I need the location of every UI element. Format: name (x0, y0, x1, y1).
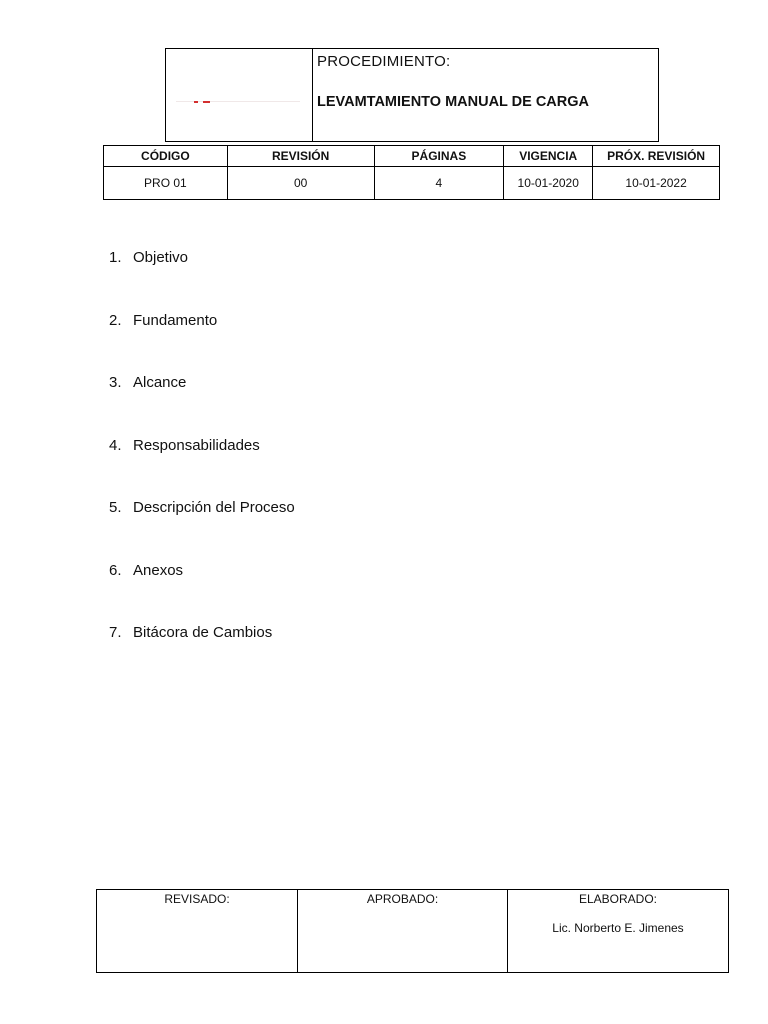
toc-label: Alcance (133, 374, 187, 391)
toc-item (109, 437, 295, 500)
code-value: PRO 01 (104, 167, 228, 200)
toc-number: 4. (109, 436, 122, 454)
toc-item (109, 312, 295, 375)
toc-item (109, 249, 295, 312)
toc-number: 3. (109, 374, 122, 391)
toc-number: 5. (109, 499, 122, 516)
toc-label: Fundamento (133, 311, 218, 329)
toc-number: 7. (109, 624, 122, 641)
toc-label: Descripción del Proceso (133, 499, 295, 516)
validity-header: VIGENCIA (504, 146, 593, 167)
toc-item (109, 499, 295, 562)
next-revision-value: 10-01-2022 (593, 167, 720, 200)
toc-label: Anexos (133, 561, 184, 579)
reviewed-cell (97, 890, 298, 973)
meta-header-row (104, 146, 720, 167)
pages-value: 4 (374, 167, 504, 200)
toc-label: Objetivo (133, 249, 189, 266)
code-header: CÓDIGO (104, 146, 228, 167)
document-header (165, 48, 659, 142)
revision-header: REVISIÓN (227, 146, 374, 167)
toc-item (109, 562, 295, 625)
prepared-cell (508, 890, 729, 973)
signature-table (96, 889, 729, 973)
toc-number: 6. (109, 561, 122, 579)
procedure-title: LEVAMTAMIENTO MANUAL DE CARGA (317, 94, 590, 110)
approved-cell (298, 890, 508, 973)
meta-value-row (104, 167, 720, 200)
approved-label: APROBADO: (366, 892, 439, 906)
toc-item (109, 624, 295, 687)
logo-mark-icon (194, 101, 212, 103)
pages-header: PÁGINAS (374, 146, 504, 167)
company-logo (166, 49, 313, 141)
next-revision-header: PRÓX. REVISIÓN (593, 146, 720, 167)
toc-number: 1. (109, 249, 122, 266)
table-of-contents (109, 249, 295, 687)
signature-row (97, 890, 729, 973)
prepared-label: ELABORADO: (578, 892, 658, 906)
title-cell (313, 49, 658, 141)
validity-value: 10-01-2020 (504, 167, 593, 200)
reviewed-label: REVISADO: (164, 892, 230, 906)
toc-label: Bitácora de Cambios (133, 624, 273, 641)
document-meta-table (103, 145, 720, 200)
toc-label: Responsabilidades (133, 436, 260, 454)
toc-item (109, 374, 295, 437)
procedure-label: PROCEDIMIENTO: (317, 53, 451, 70)
revision-value: 00 (227, 167, 374, 200)
toc-number: 2. (109, 311, 122, 329)
prepared-by-name: Lic. Norberto E. Jimenes (552, 921, 684, 935)
